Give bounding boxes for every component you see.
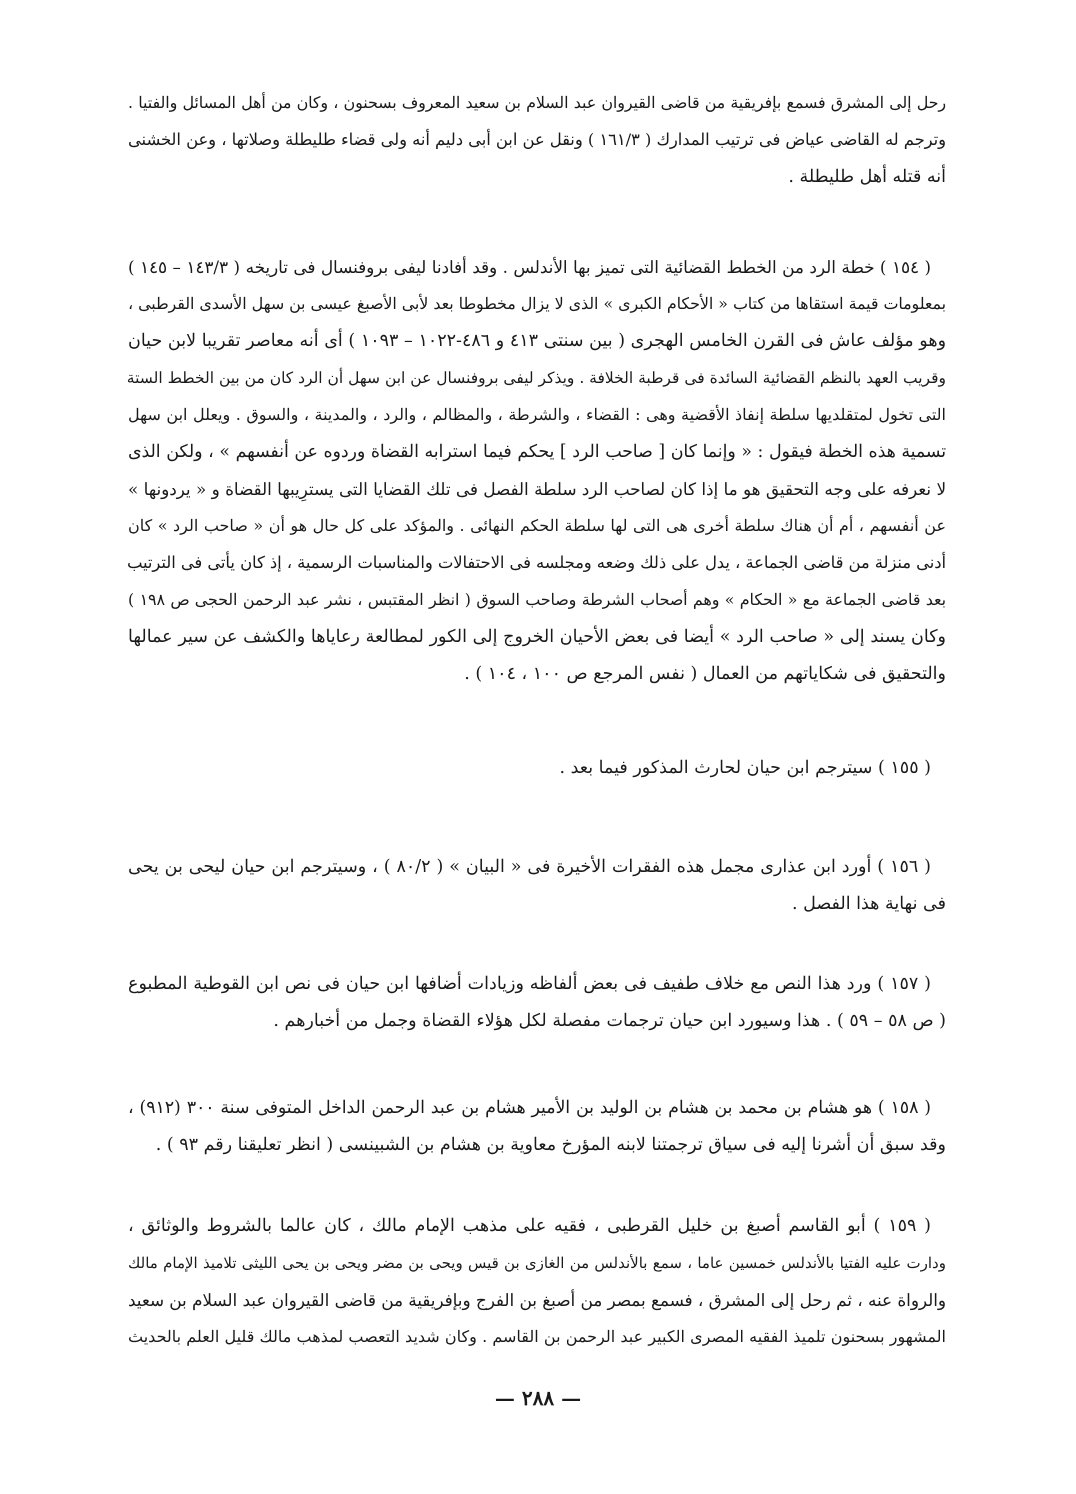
- text-line: التى تخول لمتقلديها سلطة إنفاذ الأقضية وهى : القضاء ، والشرطة ، والمظالم ، والرد ، والمدينة ، والسوق . ويعلل ابن سهل: [128, 405, 946, 424]
- text-line: وترجم له القاضى عياض فى ترتيب المدارك ( ١٦١/٣ ) ونقل عن ابن أبى دليم أنه ولى قضاء طليطلة وصلاتها ، وعن الخشنى: [128, 130, 946, 149]
- text-line: أدنى منزلة من قاضى الجماعة ، يدل على ذلك وضعه ومجلسه فى الاحتفالات والمناسبات الرسمية ، إذ كان يأتى فى الترتيب: [127, 553, 946, 572]
- text-line: فى نهاية هذا الفصل .: [791, 894, 946, 914]
- text-line: أنه قتله أهل طليطلة .: [788, 167, 946, 187]
- text-line: ( ١٥٩ ) أبو القاسم أصبغ بن خليل القرطبى ، فقيه على مذهب الإمام مالك ، كان عالما بالشروط والوثائق ،: [128, 1216, 931, 1236]
- text-line: والرواة عنه ، ثم رحل إلى المشرق ، فسمع بمصر من أصبغ بن الفرج وبإفريقية من قاضى القيروان عبد السلام بن سعيد: [128, 1290, 946, 1310]
- text-line: ودارت عليه الفتيا بالأندلس خمسين عاما ، سمع بالأندلس من الغازى بن قيس ويحى بن مضر ويحى بن يحى الليثى تلاميذ الإمام مالك: [128, 1254, 946, 1272]
- text-line: ( ١٥٦ ) أورد ابن عذارى مجمل هذه الفقرات الأخيرة فى « البيان » ( ٨٠/٢ ) ، وسيترجم ابن حيان ليحى بن يحى: [128, 857, 932, 877]
- text-line: وقد سبق أن أشرنا إليه فى سياق ترجمتنا لابنه المؤرخ معاوية بن هشام بن الشبينسى ( انظر تعليقنا رقم ٩٣ ) .: [155, 1135, 946, 1155]
- text-line: بعد قاضى الجماعة مع « الحكام » وهم أصحاب الشرطة وصاحب السوق ( انظر المقتبس ، نشر عبد الرحمن الحجى ص ١٩٨ ): [128, 590, 946, 609]
- text-line: والتحقيق فى شكاياتهم من العمال ( نفس المرجع ص ١٠٠ ، ١٠٤ ) .: [464, 664, 946, 684]
- page-number: — ٢٨٨ —: [494, 1386, 582, 1410]
- text-line: ( ص ٥٨ – ٥٩ ) . هذا وسيورد ابن حيان ترجمات مفصلة لكل هؤلاء القضاة وجمل من أخبارهم .: [273, 1011, 946, 1031]
- text-line: وقريب العهد بالنظم القضائية السائدة فى قرطبة الخلافة . ويذكر ليفى بروفنسال عن ابن سهل أن الرد كان من بين الخطط الستة: [126, 369, 946, 387]
- text-line: ( ١٥٧ ) ورد هذا النص مع خلاف طفيف فى بعض ألفاظه وزيادات أضافها ابن حيان فى نص ابن القوطية المطبوع: [128, 974, 931, 994]
- text-line: عن أنفسهم ، أم أن هناك سلطة أخرى هى التى لها سلطة الحكم النهائى . والمؤكد على كل حال هو أن « صاحب الرد » كان: [128, 516, 946, 535]
- text-line: لا نعرفه على وجه التحقيق هو ما إذا كان لصاحب الرد سلطة الفصل فى تلك القضايا التى يسترِيبها القضاة و « يردونها »: [128, 479, 946, 499]
- text-line: ( ١٥٨ ) هو هشام بن محمد بن هشام بن الوليد بن الأمير هشام بن عبد الرحمن الداخل المتوفى سنة ٣٠٠ (٩١٢) ،: [128, 1098, 932, 1118]
- text-line: وكان يسند إلى « صاحب الرد » أيضا فى بعض الأحيان الخروج إلى الكور لمطالعة رعاياها والكشف عن سير عمالها: [128, 627, 946, 647]
- text-line: تسمية هذه الخطة فيقول : « وإنما كان [ صاحب الرد ] يحكم فيما استرابه القضاة وردوه عن أنفسهم » ، ولكن الذى: [128, 442, 946, 462]
- text-line: ( ١٥٤ ) خطة الرد من الخطط القضائية التى تميز بها الأندلس . وقد أفادنا ليفى بروفنسال فى تاريخه ( ١٤٣/٣ – ١٤٥ ): [128, 257, 932, 277]
- text-line: بمعلومات قيمة استقاها من كتاب « الأحكام الكبرى » الذى لا يزال مخطوطا بعد لأبى الأصبغ عيسى بن سهل الأسدى القرطبى ،: [128, 294, 946, 313]
- text-line: وهو مؤلف عاش فى القرن الخامس الهجرى ( بين سنتى ٤١٣ و ٤٨٦-١٠٢٢ – ١٠٩٣ ) أى أنه معاصر تقريبا لابن حيان: [128, 331, 947, 351]
- text-line: ( ١٥٥ ) سيترجم ابن حيان لحارث المذكور فيما بعد .: [559, 758, 931, 778]
- text-line: المشهور بسحنون تلميذ الفقيه المصرى الكبير عبد الرحمن بن القاسم . وكان شديد التعصب لمذهب مالك قليل العلم بالحديث: [128, 1327, 947, 1346]
- text-line: رحل إلى المشرق فسمع بإفريقية من قاضى القيروان عبد السلام بن سعيد المعروف بسحنون ، وكان من أهل المسائل والفتيا .: [128, 93, 946, 112]
